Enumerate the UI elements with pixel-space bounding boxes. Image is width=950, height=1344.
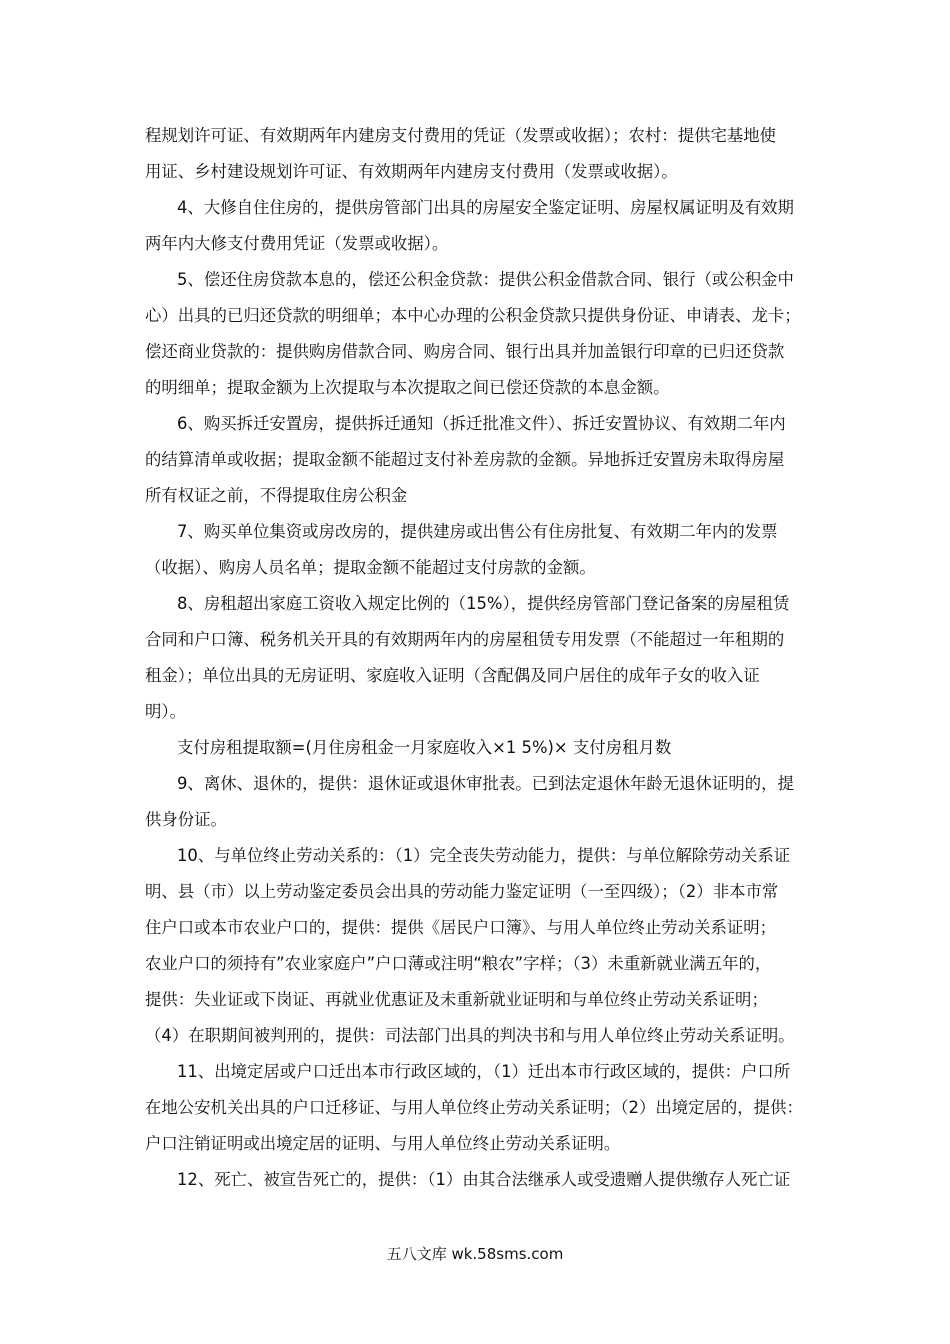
text-line: 7、购买单位集资或房改房的，提供建房或出售公有住房批复、有效期二年内的发票 [177,522,778,541]
text-line: 户口注销证明或出境定居的证明、与用人单位终止劳动关系证明。 [145,1134,621,1153]
text-line: 明）。 [145,702,186,721]
formula-line: 支付房租提取额=(月住房租金一月家庭收入×1 5%)× 支付房租月数 [177,738,672,757]
text-line: 心）出具的已归还贷款的明细单；本中心办理的公积金贷款只提供身份证、申请表、龙卡； [145,306,801,325]
text-line: 明、县（市）以上劳动鉴定委员会出具的劳动能力鉴定证明（一至四级）；（2）非本市常 [145,882,779,901]
text-line: 6、购买拆迁安置房，提供拆迁通知（拆迁批准文件）、拆迁安置协议、有效期二年内 [177,414,786,433]
text-line: 农业户口的须持有”农业家庭户”户口薄或注明“粮农”字样；（3）未重新就业满五年的， [145,954,772,973]
text-line: 程规划许可证、有效期两年内建房支付费用的凭证（发票或收据）；农村：提供宅基地使 [145,126,777,145]
text-line: 4、大修自住住房的，提供房管部门出具的房屋安全鉴定证明、房屋权属证明及有效期 [177,198,794,217]
document-body [145,118,813,1198]
text-line: （收据）、购房人员名单；提取金额不能超过支付房款的金额。 [145,558,596,577]
text-line: （4）在职期间被判刑的，提供：司法部门出具的判决书和与用人单位终止劳动关系证明。 [145,1026,795,1045]
footer-watermark-text: 五八文库 wk.58sms.com [386,1245,564,1263]
text-line: 的结算清单或收据；提取金额不能超过支付补差房款的金额。异地拆迁安置房未取得房屋 [145,450,785,469]
text-line: 8、房租超出家庭工资收入规定比例的（15%），提供经房管部门登记备案的房屋租赁 [177,594,790,613]
text-line: 9、离休、退休的，提供：退休证或退休审批表。已到法定退休年龄无退休证明的，提 [177,774,794,793]
text-line: 12、死亡、被宣告死亡的，提供：（1）由其合法继承人或受遗赠人提供缴存人死亡证 [177,1170,791,1189]
text-line: 住户口或本市农业户口的，提供：提供《居民户口簿》、与用人单位终止劳动关系证明； [145,918,777,937]
text-line: 偿还商业贷款的：提供购房借款合同、购房合同、银行出具并加盖银行印章的已归还贷款 [145,342,785,361]
text-line: 用证、乡村建设规划许可证、有效期两年内建房支付费用（发票或收据）。 [145,162,678,181]
text-line: 在地公安机关出具的户口迁移证、与用人单位终止劳动关系证明；（2）出境定居的，提供： [145,1098,803,1117]
text-line: 5、偿还住房贷款本息的，偿还公积金贷款：提供公积金借款合同、银行（或公积金中 [177,270,794,289]
text-line: 租金）；单位出具的无房证明、家庭收入证明（含配偶及同户居住的成年子女的收入证 [145,666,760,685]
text-line: 供身份证。 [145,810,227,829]
text-line: 所有权证之前，不得提取住房公积金 [145,486,408,505]
text-line: 合同和户口簿、税务机关开具的有效期两年内的房屋租赁专用发票（不能超过一年租期的 [145,630,785,649]
text-line: 10、与单位终止劳动关系的：（1）完全丧失劳动能力，提供：与单位解除劳动关系证 [177,846,791,865]
text-line: 的明细单；提取金额为上次提取与本次提取之间已偿还贷款的本息金额。 [145,378,670,397]
text-line: 提供：失业证或下岗证、再就业优惠证及未重新就业证明和与单位终止劳动关系证明； [145,990,768,1009]
text-line: 11、出境定居或户口迁出本市行政区域的，（1）迁出本市行政区域的，提供：户口所 [177,1062,791,1081]
text-line: 两年内大修支付费用凭证（发票或收据）。 [145,234,449,253]
